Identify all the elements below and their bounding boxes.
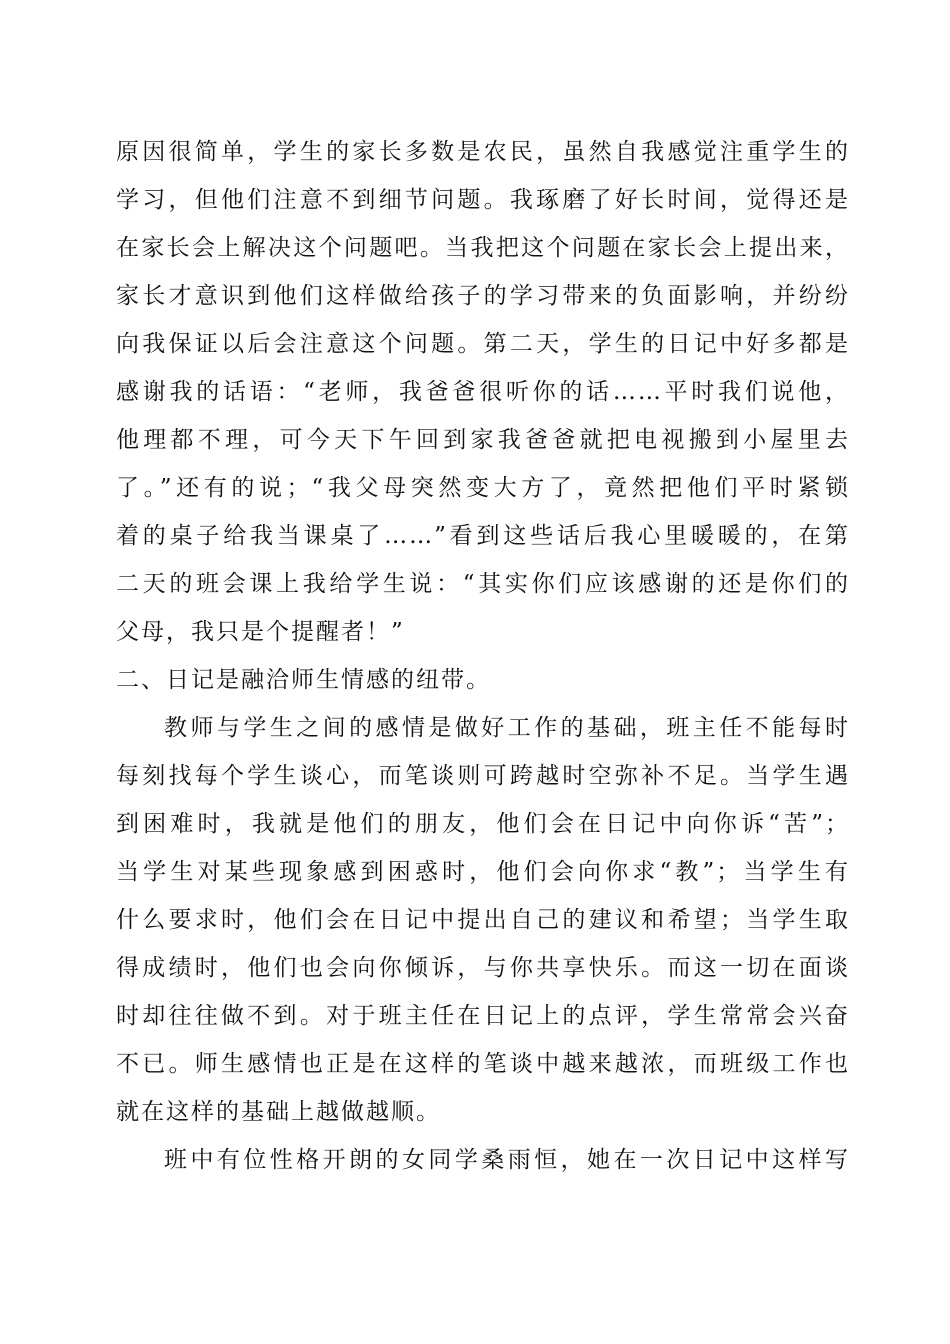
text-line: 教师与学生之间的感情是做好工作的基础，班主任不能每时 bbox=[164, 715, 850, 741]
text-line: 时却往往做不到。对于班主任在日记上的点评，学生常常会兴奋 bbox=[116, 1003, 850, 1029]
text-line: 不已。师生感情也正是在这样的笔谈中越来越浓，而班级工作也 bbox=[116, 1051, 850, 1077]
text-line: 向我保证以后会注意这个问题。第二天，学生的日记中好多都是 bbox=[116, 331, 850, 357]
text-line: 当学生对某些现象感到困惑时，他们会向你求“教”；当学生有 bbox=[116, 859, 850, 885]
text-line: 什么要求时，他们会在日记中提出自己的建议和希望；当学生取 bbox=[116, 907, 850, 933]
text-line: 感谢我的话语：“老师，我爸爸很听你的话……平时我们说他， bbox=[116, 379, 850, 405]
text-line: 着的桌子给我当课桌了……”看到这些话后我心里暖暖的，在第 bbox=[116, 523, 850, 549]
text-line: 到困难时，我就是他们的朋友，他们会在日记中向你诉“苦”； bbox=[116, 811, 850, 837]
section-heading: 二、日记是融洽师生情感的纽带。 bbox=[116, 667, 491, 693]
text-line: 他理都不理，可今天下午回到家我爸爸就把电视搬到小屋里去 bbox=[116, 427, 850, 453]
text-line: 了。”还有的说；“我父母突然变大方了，竟然把他们平时紧锁 bbox=[116, 475, 850, 501]
text-line: 二天的班会课上我给学生说：“其实你们应该感谢的还是你们的 bbox=[116, 571, 850, 597]
text-line: 班中有位性格开朗的女同学桑雨恒，她在一次日记中这样写 bbox=[164, 1147, 850, 1173]
text-line: 原因很简单，学生的家长多数是农民，虽然自我感觉注重学生的 bbox=[116, 139, 850, 165]
text-line: 每刻找每个学生谈心，而笔谈则可跨越时空弥补不足。当学生遇 bbox=[116, 763, 850, 789]
text-line: 家长才意识到他们这样做给孩子的学习带来的负面影响，并纷纷 bbox=[116, 283, 850, 309]
text-line: 在家长会上解决这个问题吧。当我把这个问题在家长会上提出来， bbox=[116, 235, 850, 261]
text-line: 学习，但他们注意不到细节问题。我琢磨了好长时间，觉得还是 bbox=[116, 187, 850, 213]
text-line: 父母，我只是个提醒者！” bbox=[116, 619, 405, 645]
text-line: 就在这样的基础上越做越顺。 bbox=[116, 1099, 441, 1125]
text-line: 得成绩时，他们也会向你倾诉，与你共享快乐。而这一切在面谈 bbox=[116, 955, 850, 981]
